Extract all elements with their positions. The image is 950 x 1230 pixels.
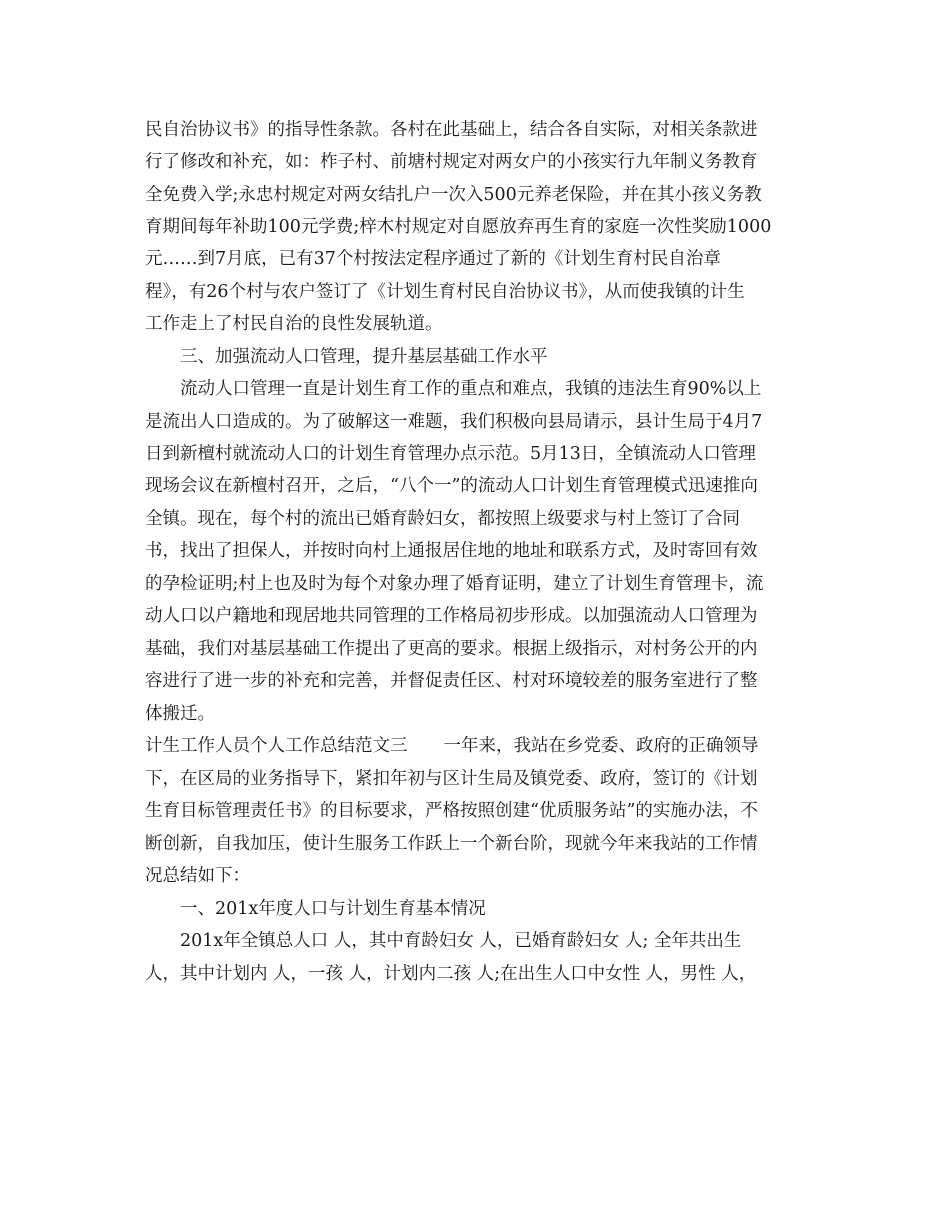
- text-line: 日到新檀村就流动人口的计划生育管理办点示范。5月13日，全镇流动人口管理: [145, 444, 756, 464]
- article-title: 计生工作人员个人工作总结范文三: [145, 736, 408, 756]
- text-line: 的孕检证明;村上也及时为每个对象办理了婚育证明，建立了计划生育管理卡，流: [145, 574, 764, 594]
- text-line: 体搬迁。: [145, 704, 215, 724]
- section-heading: 三、加强流动人口管理，提升基层基础工作水平: [180, 347, 548, 367]
- text-line: 现场会议在新檀村召开，之后，“八个一”的流动人口计划生育管理模式迅速推向: [145, 476, 758, 496]
- text-line: 流动人口管理一直是计划生育工作的重点和难点，我镇的违法生育90%以上: [180, 379, 762, 399]
- text-line: 行了修改和补充，如：柞子村、前塘村规定对两女户的小孩实行九年制义务教育: [145, 152, 758, 172]
- text-line: 断创新，自我加压，使计生服务工作跃上一个新台阶，现就今年来我站的工作情: [145, 834, 758, 854]
- text-line: 育期间每年补助100元学费;梓木村规定对自愿放弃再生育的家庭一次性奖励1000: [145, 217, 772, 237]
- article-intro: 一年来，我站在乡党委、政府的正确领导: [443, 736, 759, 756]
- text-line: 201x年全镇总人口 人，其中育龄妇女 人，已婚育龄妇女 人; 全年共出生: [180, 931, 742, 951]
- text-line: 基础，我们对基层基础工作提出了更高的要求。根据上级指示，对村务公开的内: [145, 639, 758, 659]
- text-line: 人，其中计划内 人，一孩 人，计划内二孩 人;在出生人口中女性 人，男性 人，: [145, 964, 757, 984]
- text-line: 元……到7月底，已有37个村按法定程序通过了新的《计划生育村民自治章: [145, 249, 721, 269]
- text-line: 工作走上了村民自治的良性发展轨道。: [145, 314, 443, 334]
- text-line: 生育目标管理责任书》的目标要求，严格按照创建“优质服务站”的实施办法，不: [145, 801, 758, 821]
- text-line: 容进行了进一步的补充和完善，并督促责任区、村对环境较差的服务室进行了整: [145, 671, 758, 691]
- text-line: 下，在区局的业务指导下，紧扣年初与区计生局及镇党委、政府，签订的《计划: [145, 769, 758, 789]
- text-line: 动人口以户籍地和现居地共同管理的工作格局初步形成。以加强流动人口管理为: [145, 606, 758, 626]
- text-line: 况总结如下：: [145, 866, 250, 886]
- section-heading: 一、201x年度人口与计划生育基本情况: [180, 899, 486, 919]
- text-line: 全免费入学;永忠村规定对两女结扎户一次入500元养老保险，并在其小孩义务教: [145, 185, 762, 205]
- article-heading-line: [145, 733, 815, 759]
- text-line: 是流出人口造成的。为了破解这一难题，我们积极向县局请示，县计生局于4月7: [145, 412, 763, 432]
- text-line: 全镇。现在，每个村的流出已婚育龄妇女，都按照上级要求与村上签订了合同: [145, 509, 740, 529]
- text-line: 民自治协议书》的指导性条款。各村在此基础上，结合各自实际，对相关条款进: [145, 120, 758, 140]
- text-line: 书，找出了担保人，并按时向村上通报居住地的地址和联系方式，及时寄回有效: [145, 541, 758, 561]
- text-line: 程》，有26个村与农户签订了《计划生育村民自治协议书》，从而使我镇的计生: [145, 282, 745, 302]
